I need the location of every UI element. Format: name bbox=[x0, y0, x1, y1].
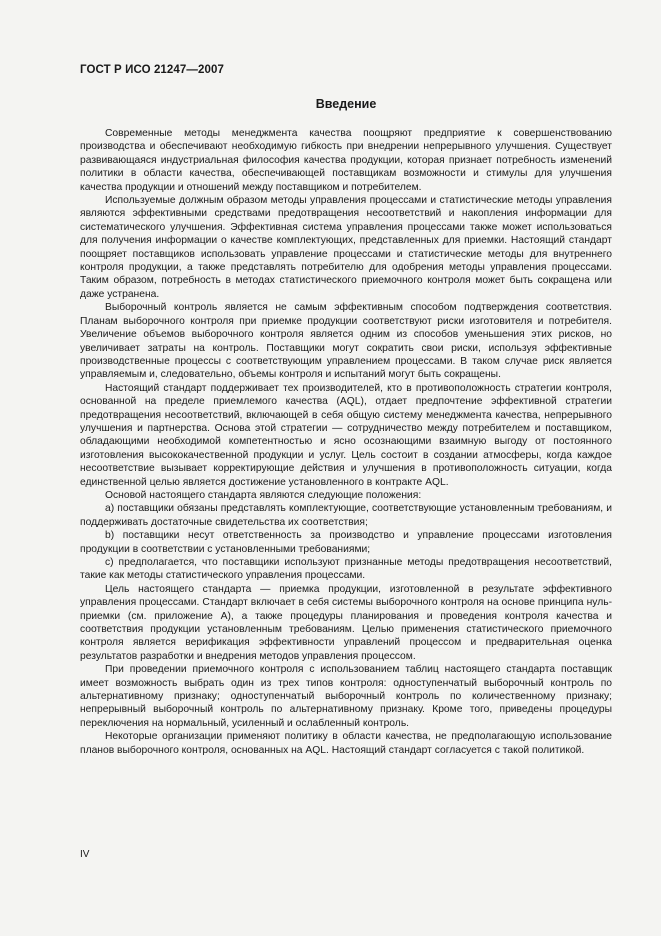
page-number: IV bbox=[80, 849, 90, 860]
section-title: Введение bbox=[315, 97, 377, 111]
paragraph: Некоторые организации применяют политику в области качества, не предполагающую использование планов выборочного контроля, основанных на AQL. Настоящий стандарт согласуется с такой политикой. bbox=[80, 731, 612, 756]
paragraph: Современные методы менеджмента качества поощряют предприятие к совершенствованию производства и обеспечивают необходимую гибкость при внедрении непрерывного улучшения. Существует развивающаяся индустриальная философия качества продукции, которая признает потребность изменений политики в области качества, обеспечивающей поставщикам возможности и стимулы для улучшения качества продукции и отношений между поставщиком и потребителем. bbox=[80, 128, 612, 193]
paragraph: Выборочный контроль является не самым эффективным способом подтверждения соответствия. Планам выборочного контроля при приемке продукции соответствуют риски изготовителя и потребителя. Увеличение объемов выборочного контроля является одним из способов уменьшения этих рисков, но увеличивает затраты на контроль. Поставщики могут сократить свои риски, используя эффективные производственные процессы с соответствующим управлением процессами. В таком случае риск является управляемым и, следовательно, объемы контроля и испытаний могут быть сокращены. bbox=[80, 302, 612, 381]
list-item-c: c) предполагается, что поставщики используют признанные методы предотвращения несоответствий, такие как методы статистического управления процессами. bbox=[80, 557, 612, 582]
paragraph: Используемые должным образом методы управления процессами и статистические методы управления являются эффективными средствами предотвращения несоответствий и накопления информации для систематического улучшения. Эффективная система управления процессами также может использоваться для получения информации о качестве комплектующих, представленных для приемки. Настоящий стандарт поощряет поставщиков использовать управление процессами и статистические методы для внутреннего контроля продукции, а также представлять потребителю для одобрения методы управления процессами. Таким образом, потребность в методах статистического приемочного контроля может быть сокращена или даже устранена. bbox=[80, 195, 612, 300]
paragraph: При проведении приемочного контроля с использованием таблиц настоящего стандарта поставщик имеет возможность выбрать один из трех типов контроля: одноступенчатый выборочный контроль по альтернативному признаку; одноступенчатый выборочный контроль по количественному признаку; непрерывный выборочный контроль по альтернативному признаку. Кроме того, приведены процедуры переключения на нормальный, усиленный и ослабленный контроль. bbox=[80, 664, 612, 729]
paragraph: Настоящий стандарт поддерживает тех производителей, кто в противоположность стратегии контроля, основанной на пределе приемлемого качества (AQL), отдает предпочтение эффективной стратегии предотвращения несоответствий, включающей в себя общую систему менеджмента качества, непрерывного улучшения и партнерства. Основа этой стратегии — сотрудничество между потребителем и поставщиком, обладающими необходимой компетентностью и ясно осознающими взаимную выгоду от постоянного изготовления высококачественной продукции и услуг. Цель состоит в создании атмосферы, когда каждое несоответствие вызывает корректирующие действия и улучшения в противоположность ситуации, когда единственной целью является достижение установленного в контракте AQL. bbox=[80, 382, 612, 488]
paragraph: Цель настоящего стандарта — приемка продукции, изготовленной в результате эффективного управления процессами. Стандарт включает в себя системы выборочного контроля на основе принципа нуль-приемки (см. приложение А), а также процедуры планирования и проведения контроля качества и соответствия продукции установленным требованиям. Целью применения статистического приемочного контроля является верификация эффективности управлений процессом и предварительная оценка результатов разработки и внедрения методов управления процессом. bbox=[80, 583, 612, 662]
paragraph: Основой настоящего стандарта являются следующие положения: bbox=[105, 489, 422, 501]
document-header: ГОСТ Р ИСО 21247—2007 bbox=[80, 64, 225, 76]
list-item-a: a) поставщики обязаны представлять комплектующие, соответствующие установленным требованиям, и поддерживать достаточные свидетельства их соответствия; bbox=[80, 503, 612, 528]
body-text bbox=[80, 127, 612, 757]
list-item-b: b) поставщики несут ответственность за производство и управление процессами изготовления продукции в соответствии с установленными требованиями; bbox=[80, 530, 612, 555]
